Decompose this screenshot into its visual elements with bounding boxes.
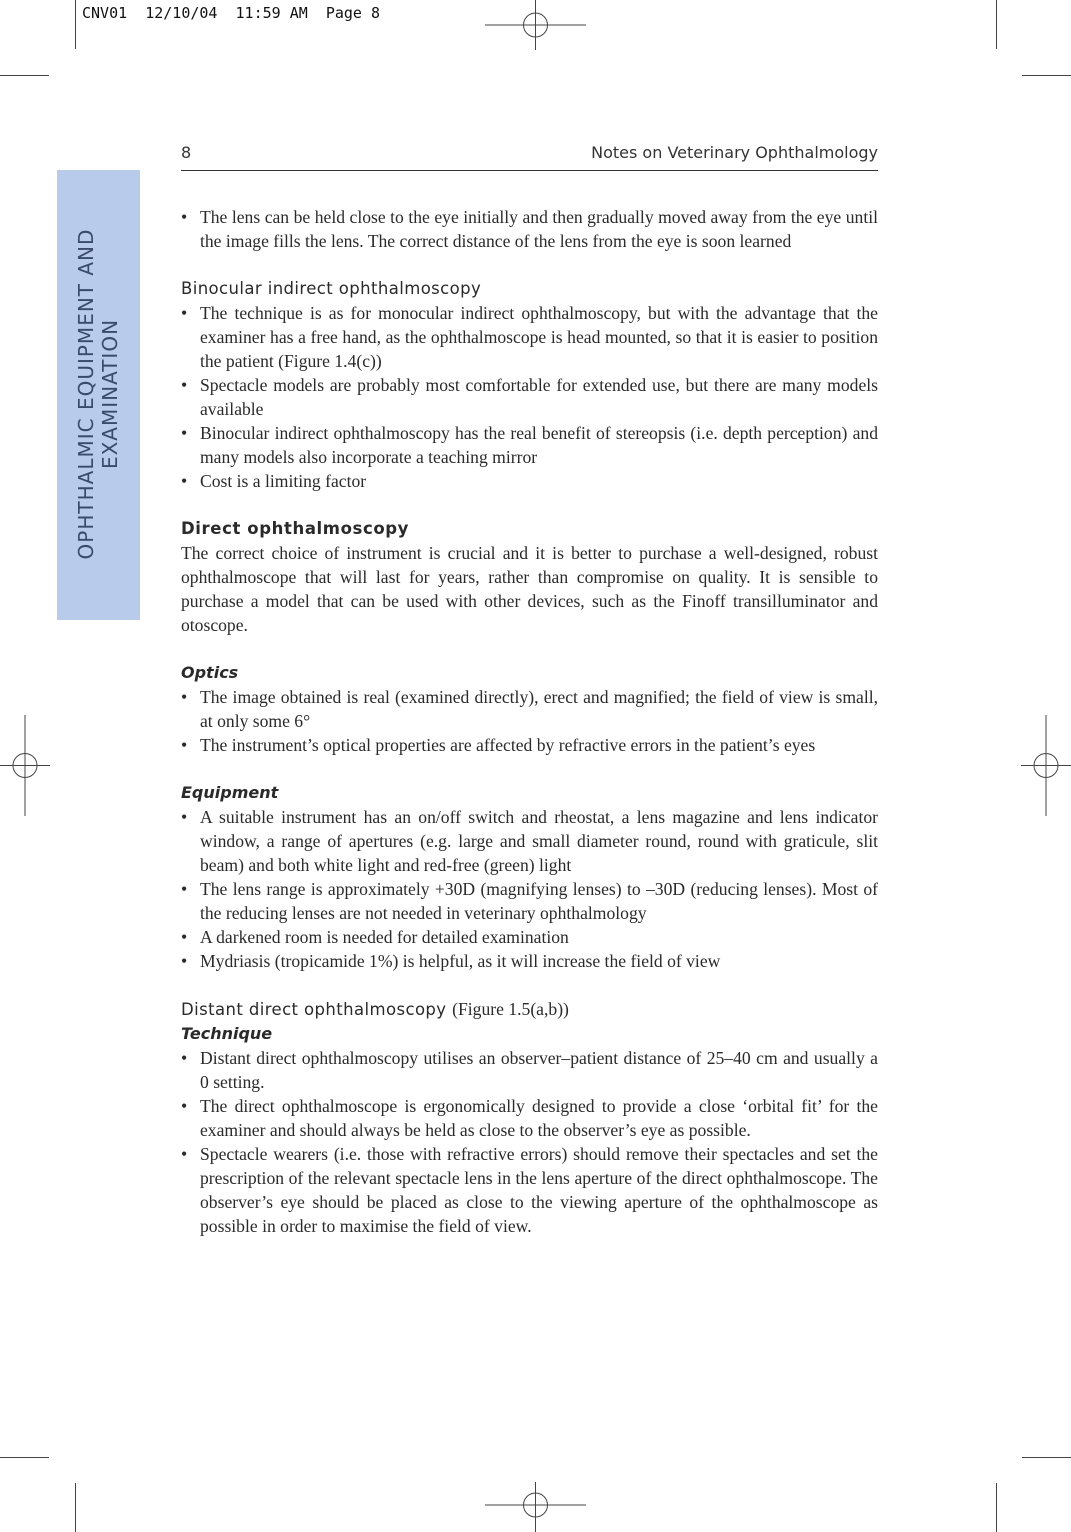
running-head xyxy=(181,142,878,171)
registration-mark-right-icon xyxy=(1021,715,1071,816)
crop-mark-bottom-right-v xyxy=(996,1483,997,1532)
list-item: • The technique is as for monocular indirect ophthalmoscopy, but with the advantage that the examiner has a free hand, as the ophthalmoscope is head mounted, so that it is easier to position the patient (Figure 1.4(c)) xyxy=(181,301,878,373)
list-item: • A suitable instrument has an on/off switch and rheostat, a lens magazine and lens indicator window, a range of apertures (e.g. large and small diameter round, round with graticule, slit beam) and both white light and red-free (green) light xyxy=(181,805,878,877)
list-item: • The instrument’s optical properties are affected by refractive errors in the patient’s eyes xyxy=(181,733,878,757)
list-item: • Mydriasis (tropicamide 1%) is helpful, as it will increase the field of view xyxy=(181,949,878,973)
list-item: • The image obtained is real (examined directly), erect and magnified; the field of view is small, at only some 6° xyxy=(181,685,878,733)
intro-bullet-list xyxy=(181,205,878,253)
running-title: Notes on Veterinary Ophthalmology xyxy=(591,143,878,162)
side-tab-line-2: EXAMINATION xyxy=(98,318,122,470)
distant-heading-text: Distant direct ophthalmoscopy xyxy=(181,1000,447,1019)
equipment-heading: Equipment xyxy=(181,783,279,802)
binocular-heading: Binocular indirect ophthalmoscopy xyxy=(181,279,482,298)
crop-mark-top-left-h xyxy=(0,75,49,76)
crop-mark-top-right-v xyxy=(996,0,997,49)
page-body xyxy=(181,205,878,1238)
list-item: • Cost is a limiting factor xyxy=(181,469,878,493)
crop-mark-top-left-v xyxy=(75,0,76,49)
distant-figure-ref: (Figure 1.5(a,b)) xyxy=(452,999,569,1019)
optics-bullet-list xyxy=(181,685,878,757)
list-item: • Spectacle wearers (i.e. those with refractive errors) should remove their spectacles and set the prescription of the relevant spectacle lens in the lens aperture of the direct ophthalmoscope. The observer’s eye should be placed as close to the viewing aperture of the ophthalmoscope as possible in order to maximise the field of view. xyxy=(181,1142,878,1238)
list-item: • Distant direct ophthalmoscopy utilises an observer–patient distance of 25–40 cm and usually a 0 setting. xyxy=(181,1046,878,1094)
chapter-side-tab-label xyxy=(74,174,122,614)
direct-paragraph: The correct choice of instrument is crucial and it is better to purchase a well-designed, robust ophthalmoscope that will last for years, rather than compromise on quality. It is sensible to purchase a model that can be used with other devices, such as the Finoff transilluminator and otoscope. xyxy=(181,543,878,635)
crop-mark-bottom-right-h xyxy=(1022,1457,1071,1458)
crop-mark-top-right-h xyxy=(1022,75,1071,76)
list-item: • A darkened room is needed for detailed examination xyxy=(181,925,878,949)
page-number: 8 xyxy=(181,143,192,162)
registration-mark-bottom-icon xyxy=(485,1482,586,1532)
list-item: • The lens can be held close to the eye initially and then gradually moved away from the eye until the image fills the lens. The correct distance of the lens from the eye is soon learned xyxy=(181,205,878,253)
optics-heading: Optics xyxy=(181,663,239,682)
distant-heading xyxy=(181,997,878,1022)
list-item: • The direct ophthalmoscope is ergonomically designed to provide a close ‘orbital fit’ for the examiner and should always be held as close to the observer’s eye as possible. xyxy=(181,1094,878,1142)
side-tab-line-1: OPHTHALMIC EQUIPMENT AND xyxy=(74,228,98,560)
direct-heading: Direct ophthalmoscopy xyxy=(181,519,410,538)
registration-mark-top-icon xyxy=(485,0,586,50)
binocular-bullet-list xyxy=(181,301,878,493)
technique-heading: Technique xyxy=(181,1024,273,1043)
registration-mark-left-icon xyxy=(0,715,50,816)
equipment-bullet-list xyxy=(181,805,878,973)
printer-slug: CNV01 12/10/04 11:59 AM Page 8 xyxy=(82,4,381,22)
list-item: • Binocular indirect ophthalmoscopy has the real benefit of stereopsis (i.e. depth perception) and many models also incorporate a teaching mirror xyxy=(181,421,878,469)
crop-mark-bottom-left-h xyxy=(0,1457,49,1458)
list-item: • The lens range is approximately +30D (magnifying lenses) to –30D (reducing lenses). Most of the reducing lenses are not needed in veterinary ophthalmology xyxy=(181,877,878,925)
crop-mark-bottom-left-v xyxy=(75,1483,76,1532)
technique-bullet-list xyxy=(181,1046,878,1238)
list-item: • Spectacle models are probably most comfortable for extended use, but there are many models available xyxy=(181,373,878,421)
